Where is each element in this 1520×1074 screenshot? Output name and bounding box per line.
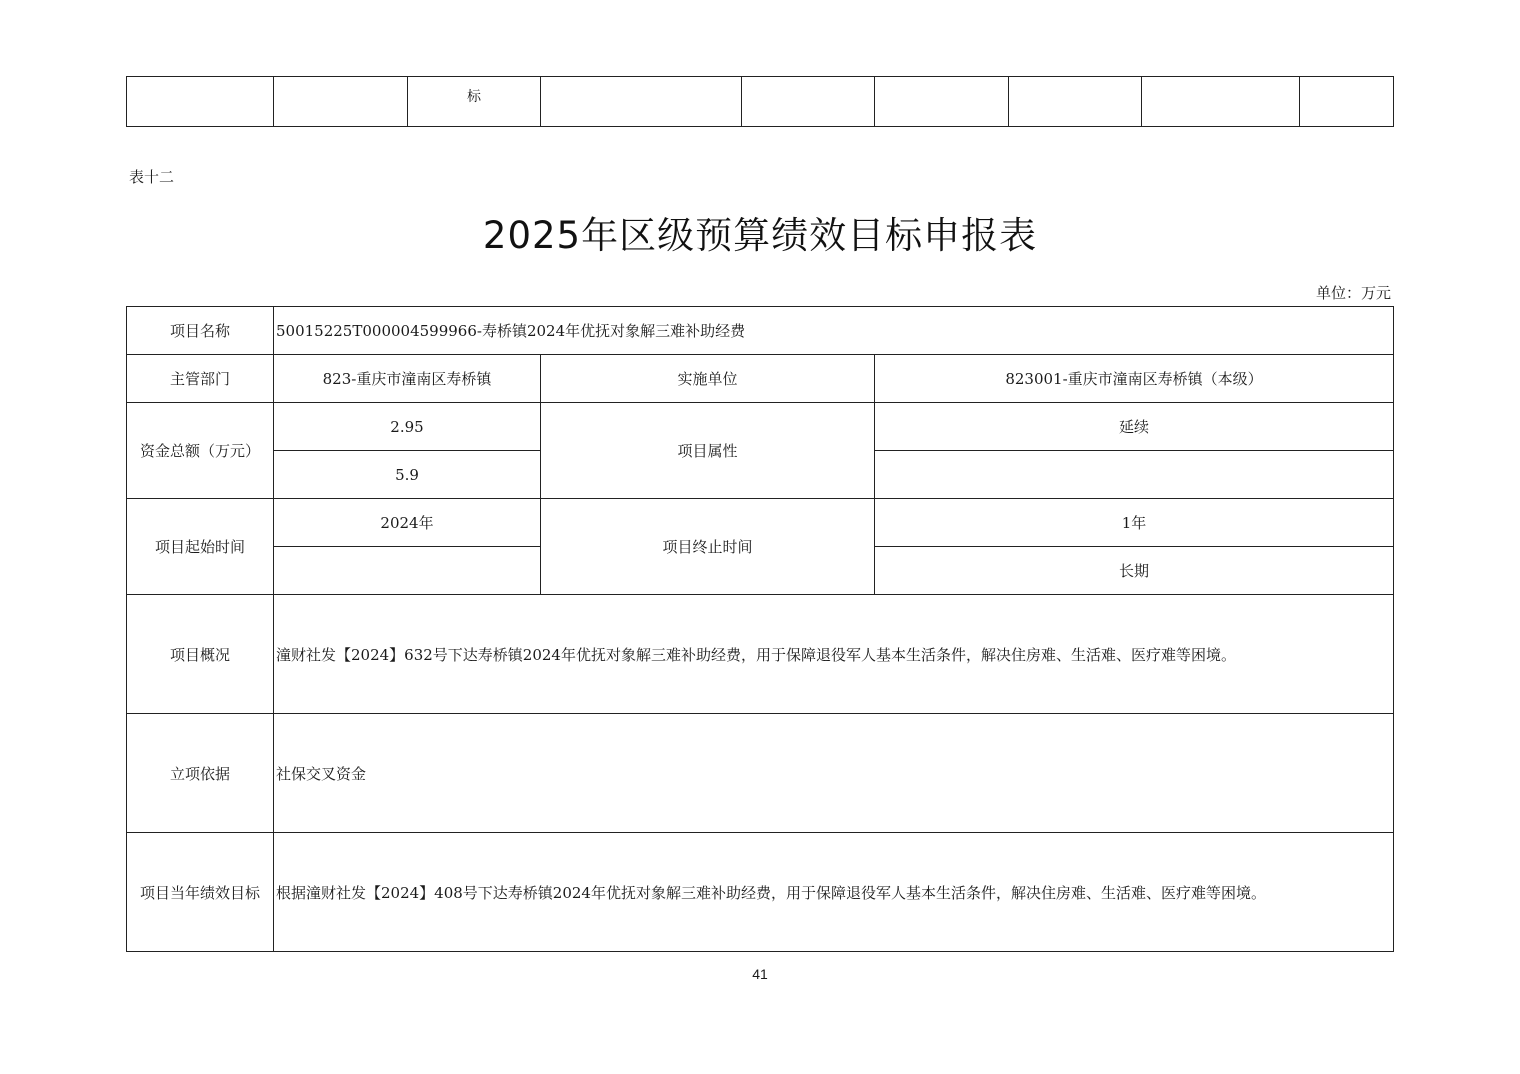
attribute-value-1: 延续 xyxy=(875,403,1394,451)
basis-label: 立项依据 xyxy=(127,714,274,833)
row-project-name xyxy=(127,307,1394,355)
start-time-value-1: 2024年 xyxy=(274,499,541,547)
unit-label: 单位：万元 xyxy=(1315,284,1391,302)
overview-label: 项目概况 xyxy=(127,595,274,714)
row-overview xyxy=(127,595,1394,714)
fragment-cell xyxy=(1009,77,1142,127)
total-funds-value-1: 2.95 xyxy=(274,403,541,451)
table-label: 表十二 xyxy=(129,168,175,186)
end-time-value-2: 长期 xyxy=(875,547,1394,595)
implementer-label: 实施单位 xyxy=(541,355,875,403)
row-time-1 xyxy=(127,499,1394,547)
budget-target-form xyxy=(126,306,1394,952)
attribute-label: 项目属性 xyxy=(541,403,875,499)
page-title: 2025年区级预算绩效目标申报表 xyxy=(482,214,1038,257)
fragment-cell xyxy=(1300,77,1394,127)
fragment-cell xyxy=(541,77,742,127)
row-department xyxy=(127,355,1394,403)
basis-value: 社保交叉资金 xyxy=(274,714,1394,833)
previous-table-fragment xyxy=(126,76,1394,127)
implementer-value: 823001-重庆市潼南区寿桥镇（本级） xyxy=(875,355,1394,403)
row-funds-1 xyxy=(127,403,1394,451)
fragment-cell xyxy=(274,77,408,127)
fragment-cell-text: 标 xyxy=(408,77,541,127)
end-time-value-1: 1年 xyxy=(875,499,1394,547)
start-time-value-2 xyxy=(274,547,541,595)
start-time-label: 项目起始时间 xyxy=(127,499,274,595)
department-value: 823-重庆市潼南区寿桥镇 xyxy=(274,355,541,403)
row-basis xyxy=(127,714,1394,833)
fragment-cell xyxy=(875,77,1009,127)
fragment-cell xyxy=(1142,77,1300,127)
total-funds-label: 资金总额（万元） xyxy=(127,403,274,499)
end-time-label: 项目终止时间 xyxy=(541,499,875,595)
fragment-cell xyxy=(742,77,875,127)
page-number: 41 xyxy=(752,966,768,982)
row-annual-target xyxy=(127,833,1394,952)
attribute-value-2 xyxy=(875,451,1394,499)
fragment-cell xyxy=(127,77,274,127)
total-funds-value-2: 5.9 xyxy=(274,451,541,499)
department-label: 主管部门 xyxy=(127,355,274,403)
annual-target-label: 项目当年绩效目标 xyxy=(127,833,274,952)
project-name-value: 50015225T000004599966-寿桥镇2024年优抚对象解三难补助经费 xyxy=(274,307,1394,355)
annual-target-value: 根据潼财社发【2024】408号下达寿桥镇2024年优抚对象解三难补助经费，用于保障退役军人基本生活条件，解决住房难、生活难、医疗难等困境。 xyxy=(274,833,1394,952)
overview-value: 潼财社发【2024】632号下达寿桥镇2024年优抚对象解三难补助经费，用于保障退役军人基本生活条件，解决住房难、生活难、医疗难等困境。 xyxy=(274,595,1394,714)
project-name-label: 项目名称 xyxy=(127,307,274,355)
